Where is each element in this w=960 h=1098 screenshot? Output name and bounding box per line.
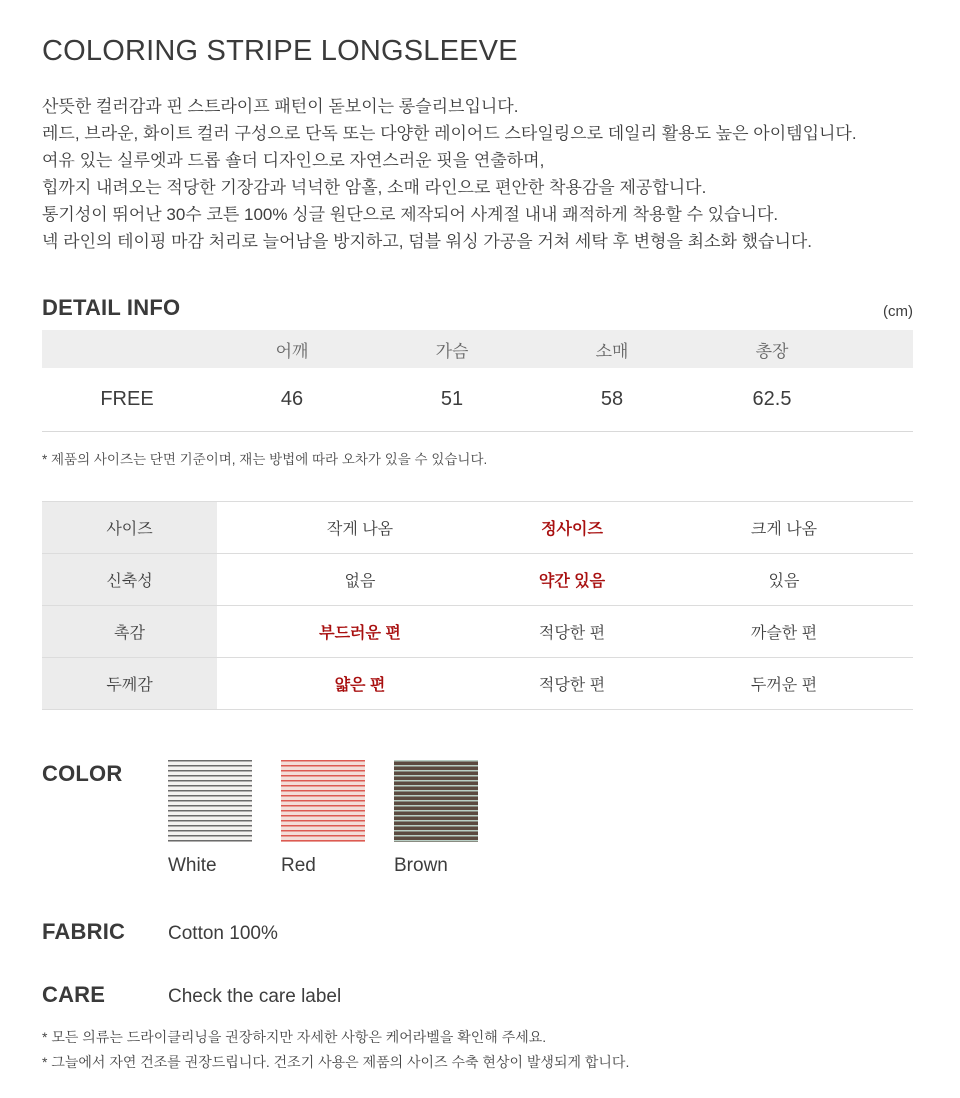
fit-row-label: 사이즈 (42, 502, 217, 553)
care-section (42, 982, 913, 1008)
fit-option: 적당한 편 (538, 625, 606, 642)
size-table-column-header: 어깨 (275, 341, 309, 361)
size-table-row (42, 368, 913, 432)
care-notes (42, 1025, 913, 1075)
color-label: White (168, 855, 217, 876)
description-line: 레드, 브라운, 화이트 컬러 구성으로 단독 또는 다양한 레이어드 스타일링으로 데일리 활용도 높은 아이템입니다. (42, 124, 857, 143)
detail-info-header (42, 295, 913, 321)
description-line: 넥 라인의 테이핑 마감 처리로 늘어남을 방지하고, 덤블 워싱 가공을 거쳐 세탁 후 변형을 최소화 했습니다. (42, 232, 813, 251)
size-table-header-row (42, 330, 913, 368)
size-table-column-header: 소매 (595, 341, 629, 361)
fit-row-stretch (42, 554, 913, 606)
description-line: 산뜻한 컬러감과 핀 스트라이프 패턴이 돋보이는 롱슬리브입니다. (42, 97, 519, 116)
size-table-column-header: 가슴 (435, 341, 469, 361)
size-value-cell: 46 (280, 388, 304, 410)
size-table-column-header: 총장 (755, 341, 789, 361)
color-section (42, 760, 913, 877)
description-line: 힙까지 내려오는 적당한 기장감과 넉넉한 암홀, 소매 라인으로 편안한 착용감을 제공합니다. (42, 178, 707, 197)
care-value: Check the care label (168, 986, 342, 1007)
size-note: * 제품의 사이즈는 단면 기준이며, 재는 방법에 따라 오차가 있을 수 있습니다. (42, 452, 488, 467)
fit-option: 부드러운 편 (319, 625, 401, 642)
fit-option: 정사이즈 (541, 521, 603, 538)
size-value-cell: 62.5 (752, 388, 792, 410)
stripe-swatch-red (281, 760, 365, 842)
product-title: COLORING STRIPE LONGSLEEVE (42, 35, 518, 67)
color-option-brown (394, 760, 478, 877)
fit-row-thickness (42, 658, 913, 710)
fit-option: 없음 (344, 573, 376, 590)
fit-row-texture (42, 606, 913, 658)
care-heading: CARE (42, 982, 106, 1007)
size-value-cell: 58 (600, 388, 624, 410)
color-label: Red (281, 855, 316, 876)
fit-row-label: 신축성 (42, 554, 217, 605)
size-value-cell: 51 (440, 388, 464, 410)
stripe-swatch-white (168, 760, 252, 842)
fit-option: 약간 있음 (538, 573, 606, 590)
care-note-line: * 모든 의류는 드라이클리닝을 권장하지만 자세한 사항은 케어라벨을 확인해 주세요. (42, 1029, 547, 1045)
fit-option: 있음 (768, 573, 800, 590)
size-table (42, 330, 913, 432)
fit-option: 작게 나옴 (326, 521, 394, 538)
fit-option: 까슬한 편 (750, 625, 818, 642)
description-line: 여유 있는 실루엣과 드롭 숄더 디자인으로 자연스러운 핏을 연출하며, (42, 151, 545, 170)
fit-attributes-table (42, 501, 913, 710)
fit-option: 크게 나옴 (750, 521, 818, 538)
detail-info-heading: DETAIL INFO (42, 295, 181, 320)
fit-row-label: 촉감 (42, 606, 217, 657)
color-swatches (168, 760, 478, 877)
unit-label: (cm) (883, 303, 913, 320)
description-line: 통기성이 뛰어난 30수 코튼 100% 싱글 원단으로 제작되어 사계절 내내 쾌적하게 착용할 수 있습니다. (42, 205, 779, 224)
size-name-cell: FREE (100, 388, 154, 410)
color-heading: COLOR (42, 761, 123, 786)
fit-option: 적당한 편 (538, 677, 606, 694)
fit-row-size (42, 502, 913, 554)
fit-option: 두꺼운 편 (750, 677, 818, 694)
color-label: Brown (394, 855, 448, 876)
stripe-swatch-brown (394, 760, 478, 842)
fabric-heading: FABRIC (42, 919, 126, 944)
fabric-value: Cotton 100% (168, 923, 278, 944)
care-note-line: * 그늘에서 자연 건조를 권장드립니다. 건조기 사용은 제품의 사이즈 수축 현상이 발생되게 합니다. (42, 1054, 630, 1070)
fit-row-label: 두께감 (42, 658, 217, 709)
fabric-section (42, 919, 913, 945)
color-option-white (168, 760, 252, 877)
fit-option: 얇은 편 (334, 677, 386, 694)
product-description (42, 93, 913, 255)
color-option-red (281, 760, 365, 877)
